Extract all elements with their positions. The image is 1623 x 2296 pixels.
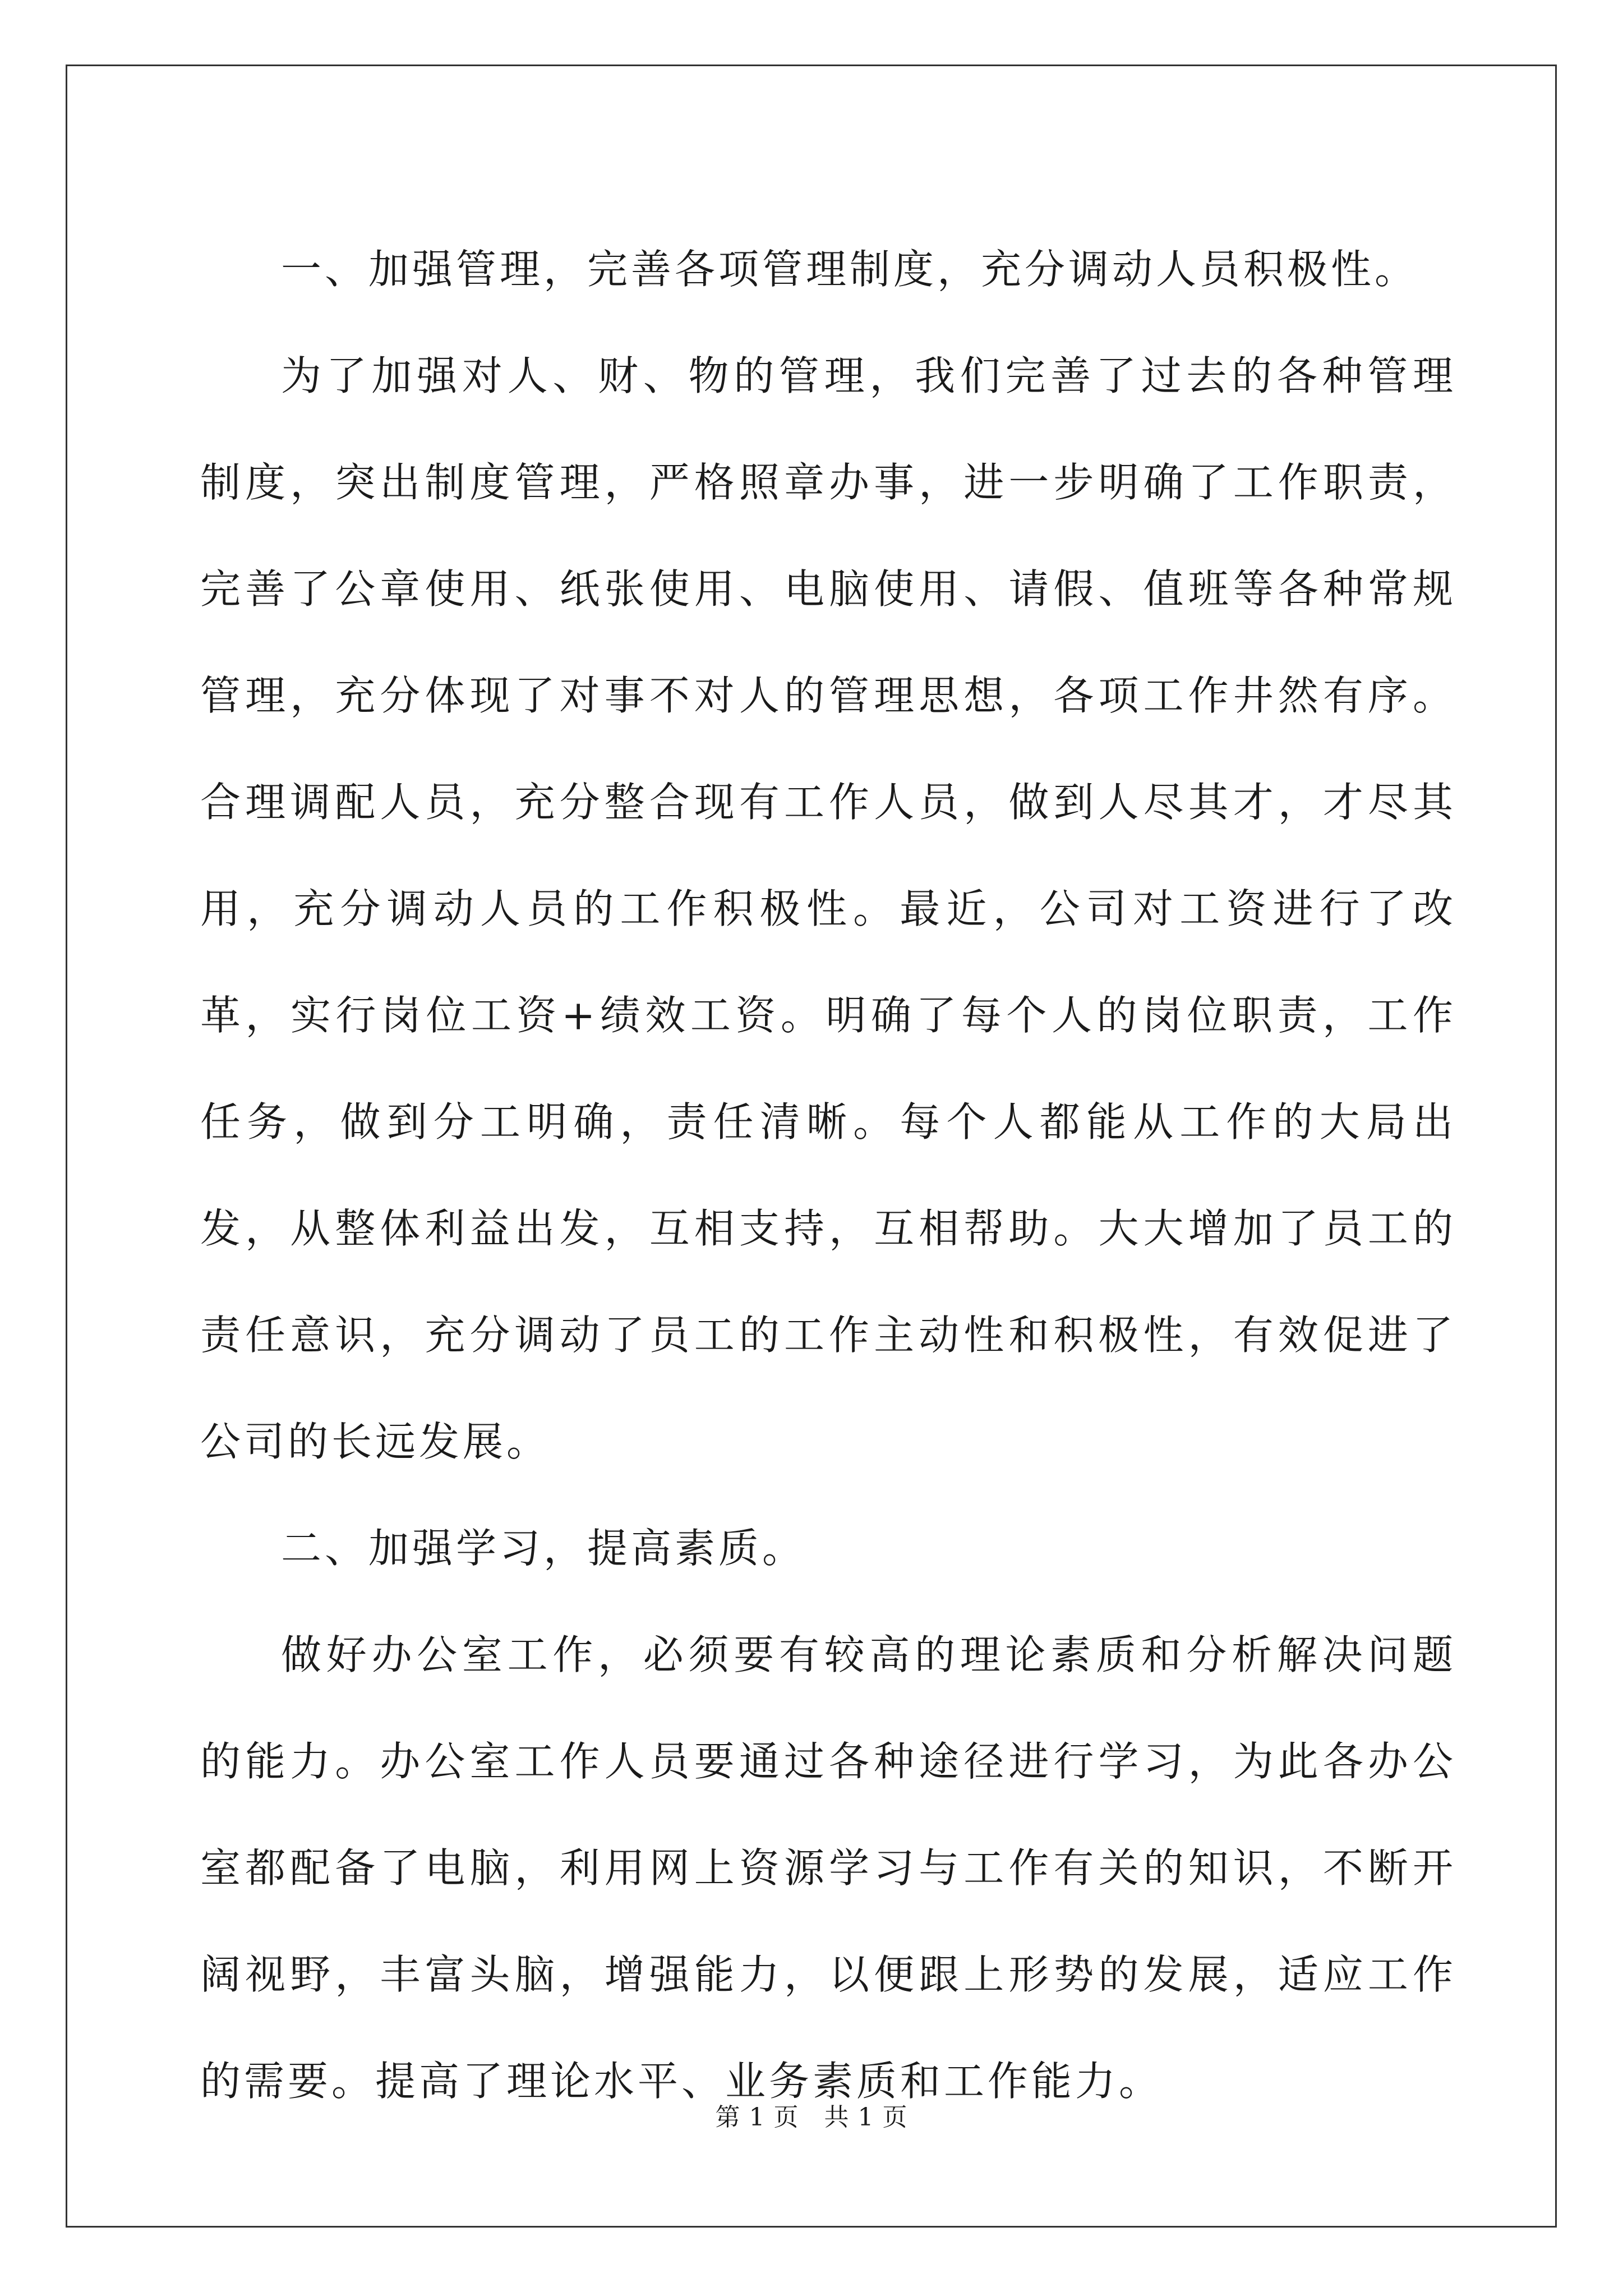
section-heading-2: 二、加强学习，提高素质。 — [281, 1525, 806, 1572]
page-number-footer: 第 1 页 共 1 页 — [715, 2103, 908, 2132]
body-paragraph-1: 为了加强对人、财、物的管理，我们完善了过去的各种管理制度，突出制度管理，严格照章办事，进一步明确了工作职责，完善了公章使用、纸张使用、电脑使用、请假、值班等各种常规管理，充分体现了对事不对人的管理思想，各项工作井然有序。合理调配人员，充分整合现有工作人员，做到人尽其才，才尽其用，充分调动人员的工作积极性。最近，公司对工资进行了改革，实行岗位工资+绩效工资。明确了每个人的岗位职责，工作任务，做到分工明确，责任清晰。每个人都能从工作的大局出发，从整体利益出发，互相支持，互相帮助。大大增加了员工的责任意识，充分调动了员工的工作主动性和积极性，有效促进了公司的长远发展。 — [200, 352, 1456, 1465]
document-body — [200, 216, 1456, 2134]
body-paragraph-2: 做好办公室工作，必须要有较高的理论素质和分析解决问题的能力。办公室工作人员要通过各种途径进行学习，为此各办公室都配备了电脑，利用网上资源学习与工作有关的知识，不断开阔视野，丰富头脑，增强能力，以便跟上形势的发展，适应工作的需要。提高了理论水平、业务素质和工作能力。 — [200, 1631, 1456, 2105]
section-heading-1: 一、加强管理，完善各项管理制度，充分调动人员积极性。 — [281, 246, 1419, 293]
